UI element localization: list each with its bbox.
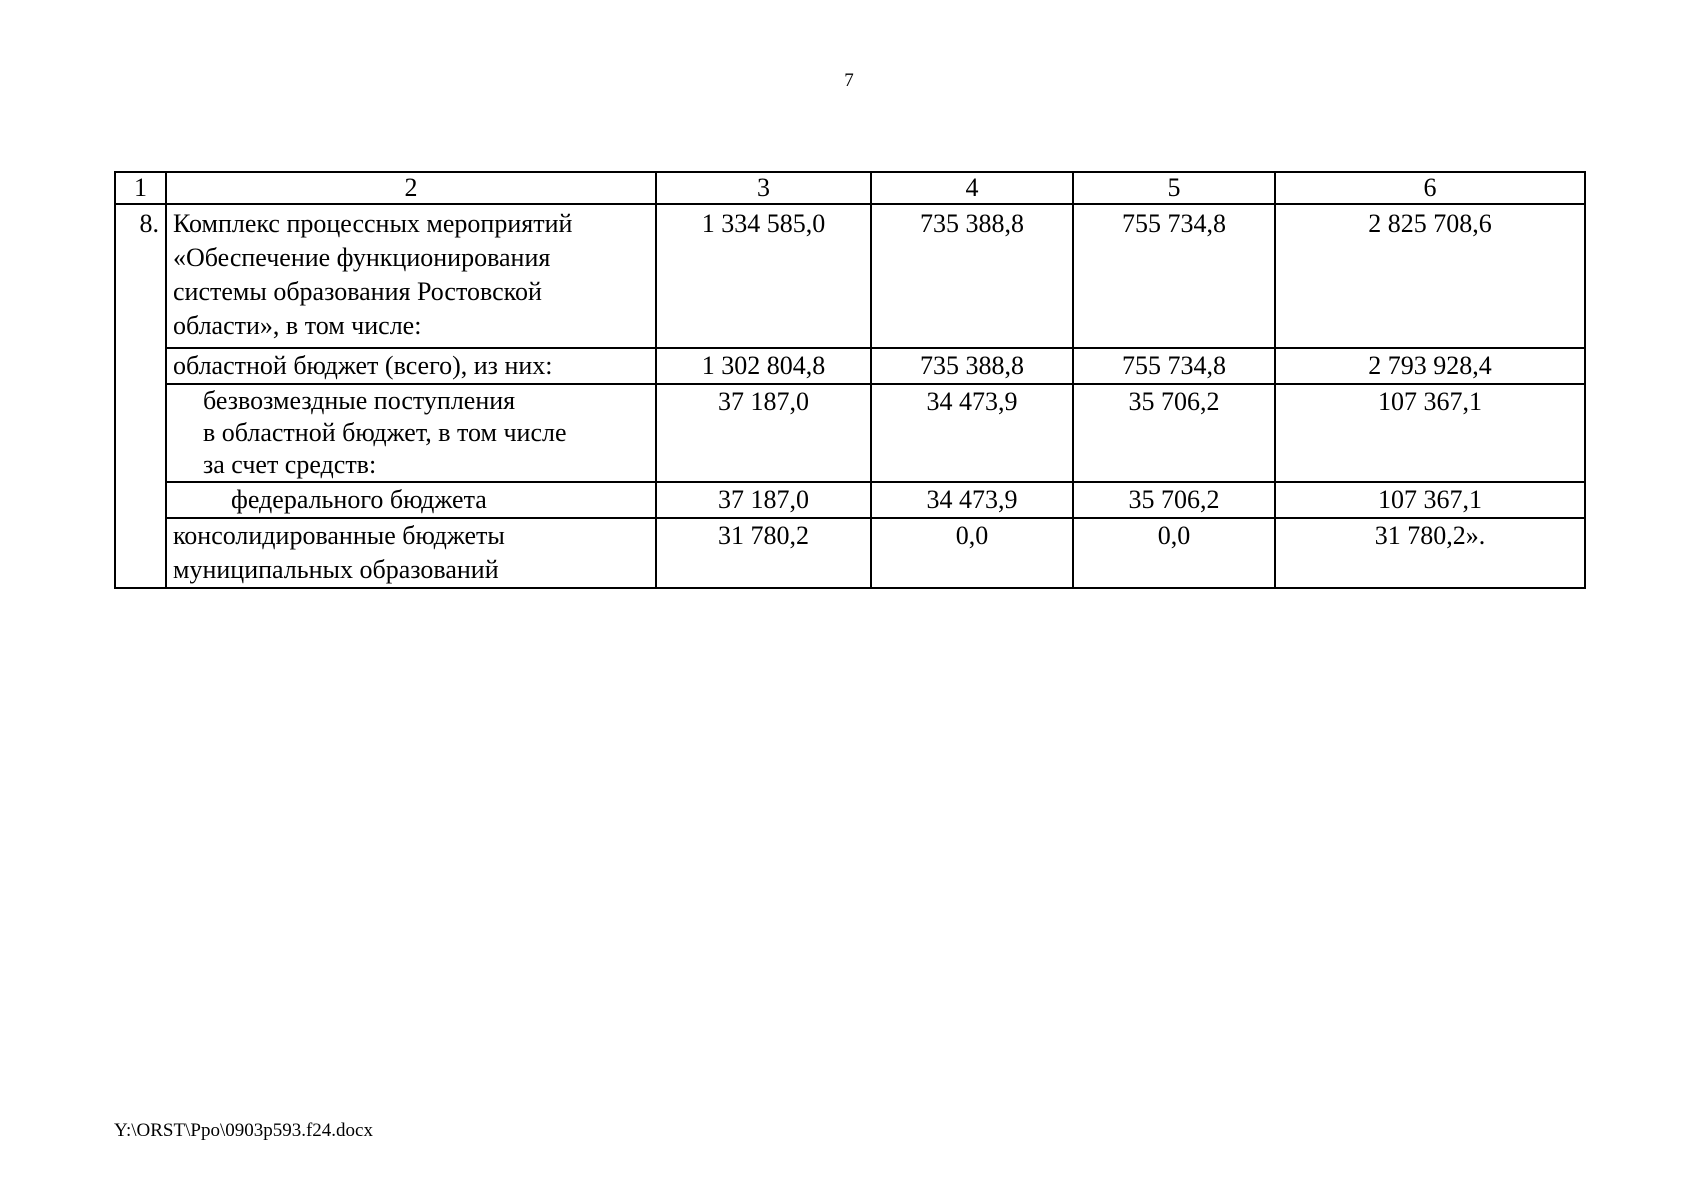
- value-cell: 755 734,8: [1073, 348, 1275, 384]
- header-cell: 5: [1073, 172, 1275, 204]
- value-cell: 34 473,9: [871, 482, 1073, 518]
- label-line: областной бюджет (всего), из них:: [173, 351, 553, 380]
- item-number: 8.: [115, 204, 166, 588]
- label-line: области», в том числе:: [173, 311, 422, 340]
- label-line: системы образования Ростовской: [173, 277, 542, 306]
- value-cell: 2 825 708,6: [1275, 204, 1585, 348]
- value-cell: 1 302 804,8: [656, 348, 871, 384]
- header-cell: 3: [656, 172, 871, 204]
- value-cell: 0,0: [1073, 518, 1275, 588]
- row-label: [166, 384, 656, 482]
- table-row: [115, 204, 1585, 348]
- table-header-row: [115, 172, 1585, 204]
- value-cell: 0,0: [871, 518, 1073, 588]
- table-row: [115, 518, 1585, 588]
- value-cell: 755 734,8: [1073, 204, 1275, 348]
- header-cell: 1: [115, 172, 166, 204]
- label-line: федерального бюджета: [231, 485, 487, 514]
- row-label: [166, 204, 656, 348]
- label-line: «Обеспечение функционирования: [173, 243, 551, 272]
- footer-file-path: Y:\ORST\Ppo\0903p593.f24.docx: [114, 1120, 373, 1141]
- value-cell: 107 367,1: [1275, 384, 1585, 482]
- value-cell: 37 187,0: [656, 482, 871, 518]
- label-line: безвозмездные поступления: [203, 386, 516, 415]
- label-line: в областной бюджет, в том числе: [203, 418, 567, 447]
- row-label: [166, 348, 656, 384]
- value-cell: 2 793 928,4: [1275, 348, 1585, 384]
- value-cell: 37 187,0: [656, 384, 871, 482]
- value-cell: 107 367,1: [1275, 482, 1585, 518]
- header-cell: 6: [1275, 172, 1585, 204]
- value-cell: 35 706,2: [1073, 482, 1275, 518]
- value-cell: 735 388,8: [871, 204, 1073, 348]
- table-row: [115, 482, 1585, 518]
- header-cell: 4: [871, 172, 1073, 204]
- label-line: муниципальных образований: [173, 555, 499, 584]
- label-line: за счет средств:: [203, 450, 377, 479]
- label-line: консолидированные бюджеты: [173, 521, 505, 550]
- row-label: [166, 482, 656, 518]
- budget-table: [114, 171, 1586, 589]
- value-cell: 31 780,2: [656, 518, 871, 588]
- table-row: [115, 384, 1585, 482]
- value-cell: 31 780,2».: [1275, 518, 1585, 588]
- value-cell: 735 388,8: [871, 348, 1073, 384]
- page-number: 7: [844, 70, 854, 91]
- value-cell: 1 334 585,0: [656, 204, 871, 348]
- table-row: [115, 348, 1585, 384]
- header-cell: 2: [166, 172, 656, 204]
- value-cell: 35 706,2: [1073, 384, 1275, 482]
- row-label: [166, 518, 656, 588]
- label-line: Комплекс процессных мероприятий: [173, 209, 573, 238]
- value-cell: 34 473,9: [871, 384, 1073, 482]
